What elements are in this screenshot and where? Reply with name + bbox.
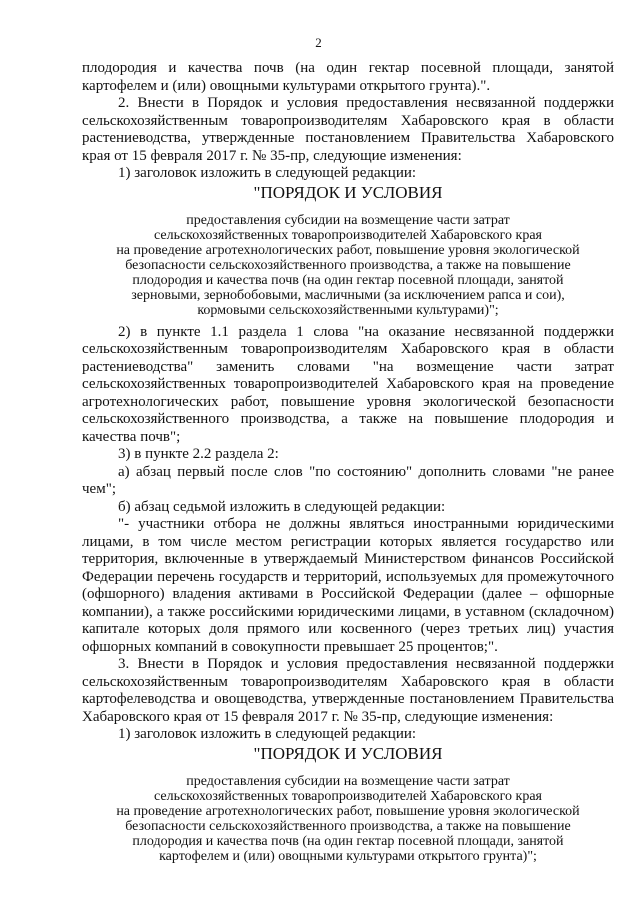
paragraph: 2) в пункте 1.1 раздела 1 слова "на оказание несвязанной поддержки сельскохозяйственным товаропроизводителям Хабаровского края в области растениеводства" заменить словами "на возмещение части затрат сельскохозяйственных товаропроизводителей Хабаровского края на проведение агротехнологических работ, повышение уровня экологической безопасности сельскохозяйственного производства, а также на повышение плодородия и качества почв"; xyxy=(82,323,614,445)
subtitle-line: на проведение агротехнологических работ, повышение уровня экологической xyxy=(116,803,580,819)
subtitle-line: на проведение агротехнологических работ, повышение уровня экологической xyxy=(116,242,580,258)
paragraph: б) абзац седьмой изложить в следующей редакции: xyxy=(118,498,446,515)
subtitle-line: сельскохозяйственных товаропроизводителей Хабаровского края xyxy=(153,227,542,243)
paragraph: 1) заголовок изложить в следующей редакции: xyxy=(118,726,417,742)
heading-subtitle xyxy=(82,213,614,318)
subtitle-line: предоставления субсидии на возмещение части затрат xyxy=(186,212,510,228)
document-body xyxy=(82,60,614,864)
subtitle-line: безопасности сельскохозяйственного производства, а также на повышение xyxy=(125,257,571,273)
subtitle-line: плодородия и качества почв (на один гектар посевной площади, занятой xyxy=(132,272,564,288)
paragraph: 3. Внести в Порядок и условия предоставления несвязанной поддержки сельскохозяйственным товаропроизводителям Хабаровского края в области картофелеводства и овощеводства, утвержденные постановлением Правительства Хабаровского края от 15 февраля 2017 г. № 35-пр, следующие изменения: xyxy=(82,656,614,725)
paragraph: 3) в пункте 2.2 раздела 2: xyxy=(118,446,279,462)
subtitle-line: безопасности сельскохозяйственного производства, а также на повышение xyxy=(125,818,571,834)
subtitle-line: плодородия и качества почв (на один гектар посевной площади, занятой xyxy=(132,833,564,849)
page-number: 2 xyxy=(315,35,322,50)
subtitle-line: зерновыми, зернобобовыми, масличными (за исключением рапса и сои), xyxy=(131,287,565,303)
section-heading: "ПОРЯДОК И УСЛОВИЯ xyxy=(253,743,443,763)
subtitle-line: кормовыми сельскохозяйственными культурами)"; xyxy=(197,302,499,318)
heading-subtitle xyxy=(82,774,614,864)
paragraph: плодородия и качества почв (на один гектар посевной площади, занятой картофелем и (или) овощными культурами открытого грунта).". xyxy=(82,60,614,94)
subtitle-line: сельскохозяйственных товаропроизводителей Хабаровского края xyxy=(153,788,542,804)
subtitle-line: предоставления субсидии на возмещение части затрат xyxy=(186,773,510,789)
spacer xyxy=(82,764,614,774)
spacer xyxy=(82,203,614,213)
paragraph: 2. Внести в Порядок и условия предоставления несвязанной поддержки сельскохозяйственным товаропроизводителям Хабаровского края в области растениеводства, утвержденные постановлением Правительства Хабаровского края от 15 февраля 2017 г. № 35-пр, следующие изменения: xyxy=(82,95,614,164)
section-heading: "ПОРЯДОК И УСЛОВИЯ xyxy=(253,182,443,202)
paragraph: а) абзац первый после слов "по состоянию" дополнить словами "не ранее чем"; xyxy=(82,463,614,497)
paragraph: "- участники отбора не должны являться иностранными юридическими лицами, в том числе местом регистрации которых является государство или территория, включенные в утверждаемый Министерством финансов Российской Федерации перечень государств и территорий, используемых для промежуточного (офшорного) владения активами в Российской Федерации (далее – офшорные компании), а также российскими юридическими лицами, в уставном (складочном) капитале которых доля прямого или косвенного (через третьих лиц) участия офшорных компаний в совокупности превышает 25 процентов;". xyxy=(82,516,614,655)
subtitle-line: картофелем и (или) овощными культурами открытого грунта)"; xyxy=(159,848,537,864)
paragraph: 1) заголовок изложить в следующей редакции: xyxy=(118,165,417,181)
